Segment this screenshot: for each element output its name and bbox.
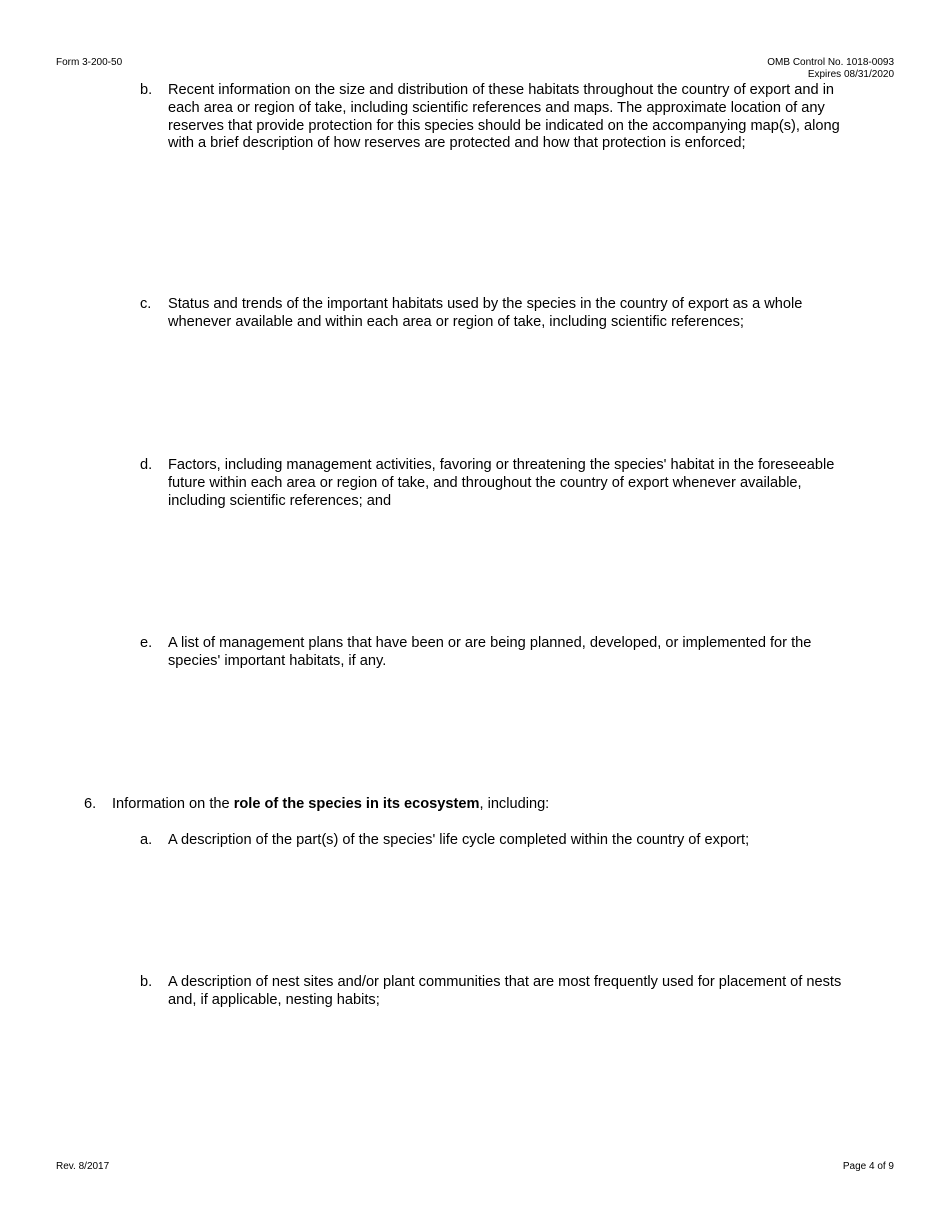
item-text: A list of management plans that have been or are being planned, developed, or implemented for the species' important habitats, if any. <box>168 635 812 669</box>
item-label: b. <box>140 974 153 990</box>
section-number: 6. <box>84 796 97 812</box>
section-6-text <box>112 796 852 814</box>
item-text: Factors, including management activities, favoring or threatening the species' habitat in the foreseeable future within each area or region of take, and throughout the country of export whenever available, including scientific references; and <box>168 457 835 509</box>
item-label: e. <box>140 635 153 651</box>
item-text: Recent information on the size and distribution of these habitats throughout the country of export and in each area or region of take, including scientific references and maps. The approximate location of any reserves that provide protection for this species should be indicated on the accompanying map(s), along with a brief description of how reserves are protected and how that protection is enforced; <box>168 82 840 152</box>
omb-header <box>767 57 894 81</box>
form-number: Form 3-200-50 <box>56 57 123 68</box>
item-text: A description of the part(s) of the species' life cycle completed within the country of export; <box>168 832 750 848</box>
omb-control-number: OMB Control No. 1018-0093 <box>767 57 894 68</box>
section-6-text-after: , including: <box>479 796 550 812</box>
item-text: A description of nest sites and/or plant communities that are most frequently used for placement of nests and, if applicable, nesting habits; <box>168 974 842 1008</box>
item-label: c. <box>140 296 152 312</box>
expiration-date: Expires 08/31/2020 <box>807 69 894 80</box>
page-number: Page 4 of 9 <box>842 1161 894 1172</box>
item-text: Status and trends of the important habitats used by the species in the country of export as a whole whenever available and within each area or region of take, including scientific references; <box>168 296 803 330</box>
item-label: a. <box>140 832 153 848</box>
revision-date: Rev. 8/2017 <box>56 1161 110 1172</box>
section-6-bold-phrase: role of the species in its ecosystem <box>233 796 480 812</box>
section-6-text-before: Information on the <box>112 796 234 812</box>
item-label: d. <box>140 457 153 473</box>
item-label: b. <box>140 82 153 98</box>
